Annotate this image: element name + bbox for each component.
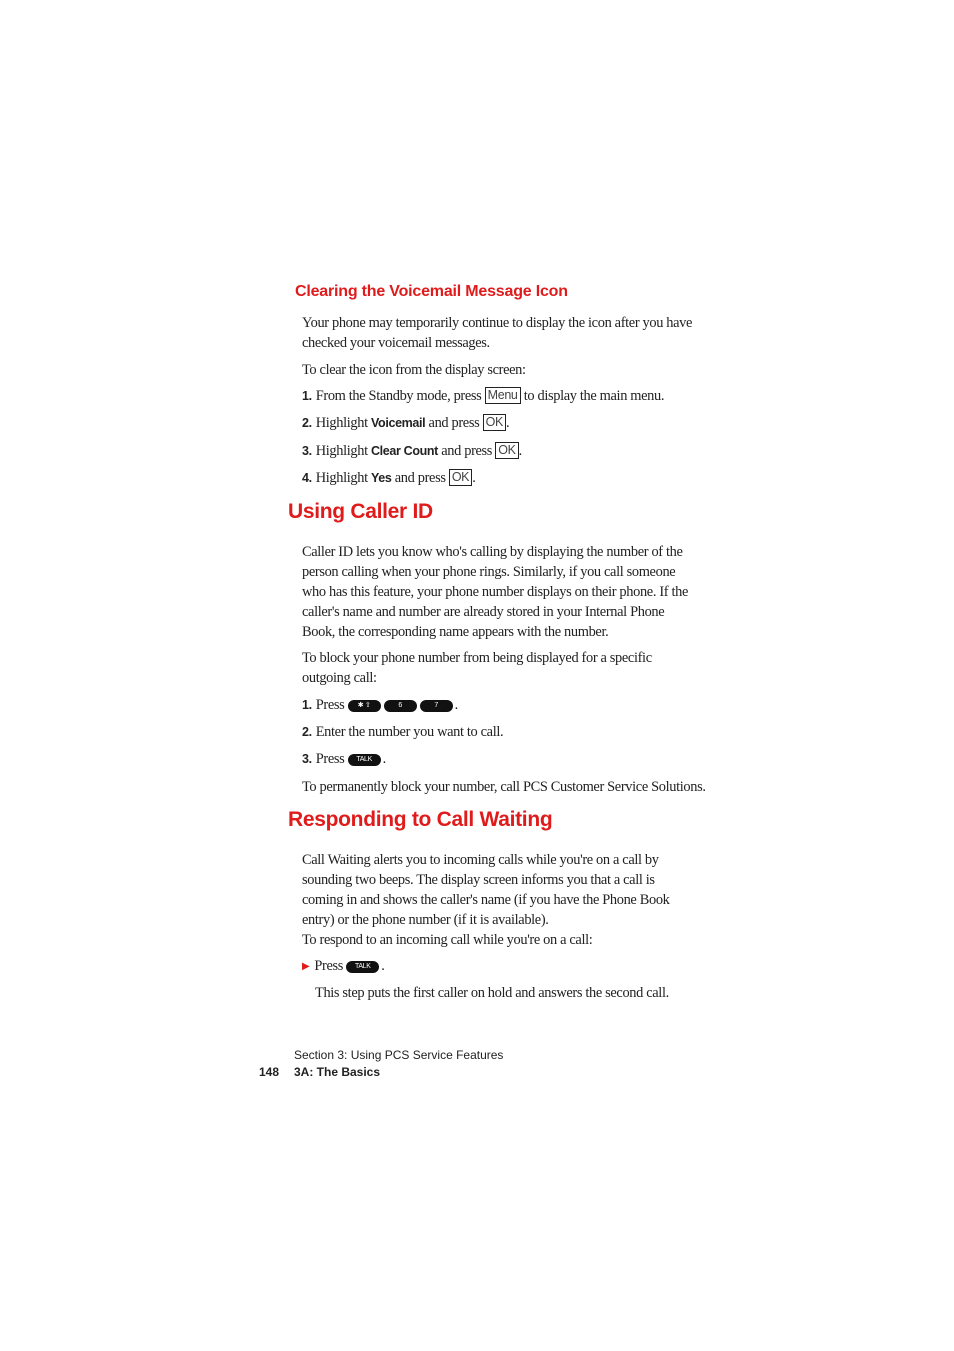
caller-id-step-1: 1. Press ✱ ⇧ 6 7 . <box>302 697 458 713</box>
section-heading-call-waiting: Responding to Call Waiting <box>288 808 553 831</box>
talk-key-icon: TALK <box>348 754 381 766</box>
caller-id-lead: To block your phone number from being displayed for a specific outgoing call: <box>302 650 652 686</box>
ok-key: OK <box>495 442 518 459</box>
caller-id-note: To permanently block your number, call PCS Customer Service Solutions. <box>302 779 706 795</box>
clearing-step-2: 2. Highlight Voicemail and press OK . <box>302 415 510 431</box>
caller-id-intro: Caller ID lets you know who's calling by displaying the number of the person calling when your phone rings. Similarly, if you call someone who has this feature, your phone number displays on their phone. If the caller's name and number are already stored in your Internal Phone Book, the corresponding name appears with the number. <box>302 544 688 640</box>
clearing-lead: To clear the icon from the display screen: <box>302 362 526 378</box>
section-heading-caller-id: Using Caller ID <box>288 500 433 523</box>
talk-key-icon: TALK <box>346 961 379 973</box>
step-number: 2. <box>302 725 312 739</box>
step-number: 3. <box>302 752 312 766</box>
call-waiting-intro: Call Waiting alerts you to incoming calls while you're on a call by sounding two beeps. The display screen informs you that a call is coming in and shows the caller's name (if you have the Phone Book entry) or the phone number (if it is available). <box>302 852 670 928</box>
star-shift-key-icon: ✱ ⇧ <box>348 700 381 712</box>
ok-key: OK <box>483 414 506 431</box>
six-key-icon: 6 <box>384 700 417 712</box>
call-waiting-lead: To respond to an incoming call while you're on a call: <box>302 932 593 948</box>
step-number: 2. <box>302 416 312 430</box>
step-number: 1. <box>302 389 312 403</box>
clearing-intro: Your phone may temporarily continue to display the icon after you have checked your voicemail messages. <box>302 315 693 351</box>
clearing-step-4: 4. Highlight Yes and press OK . <box>302 470 476 486</box>
call-waiting-result: This step puts the first caller on hold and answers the second call. <box>315 985 669 1001</box>
clearing-step-3: 3. Highlight Clear Count and press OK . <box>302 443 522 459</box>
step-number: 4. <box>302 471 312 485</box>
caller-id-step-3: 3. Press TALK . <box>302 751 386 767</box>
menu-key: Menu <box>485 387 521 404</box>
step-number: 1. <box>302 698 312 712</box>
clearing-step-1: 1. From the Standby mode, press Menu to display the main menu. <box>302 388 665 404</box>
bullet-arrow-icon: ▶ <box>302 961 310 972</box>
caller-id-step-2: 2. Enter the number you want to call. <box>302 724 504 740</box>
section-heading-clearing: Clearing the Voicemail Message Icon <box>295 283 568 300</box>
seven-key-icon: 7 <box>420 700 453 712</box>
call-waiting-step: ▶ Press TALK . <box>302 958 385 974</box>
step-number: 3. <box>302 444 312 458</box>
footer-section: Section 3: Using PCS Service Features <box>294 1048 504 1062</box>
footer-page-number: 148 <box>259 1065 280 1079</box>
footer-chapter: 3A: The Basics <box>294 1065 381 1079</box>
ok-key: OK <box>449 469 472 486</box>
